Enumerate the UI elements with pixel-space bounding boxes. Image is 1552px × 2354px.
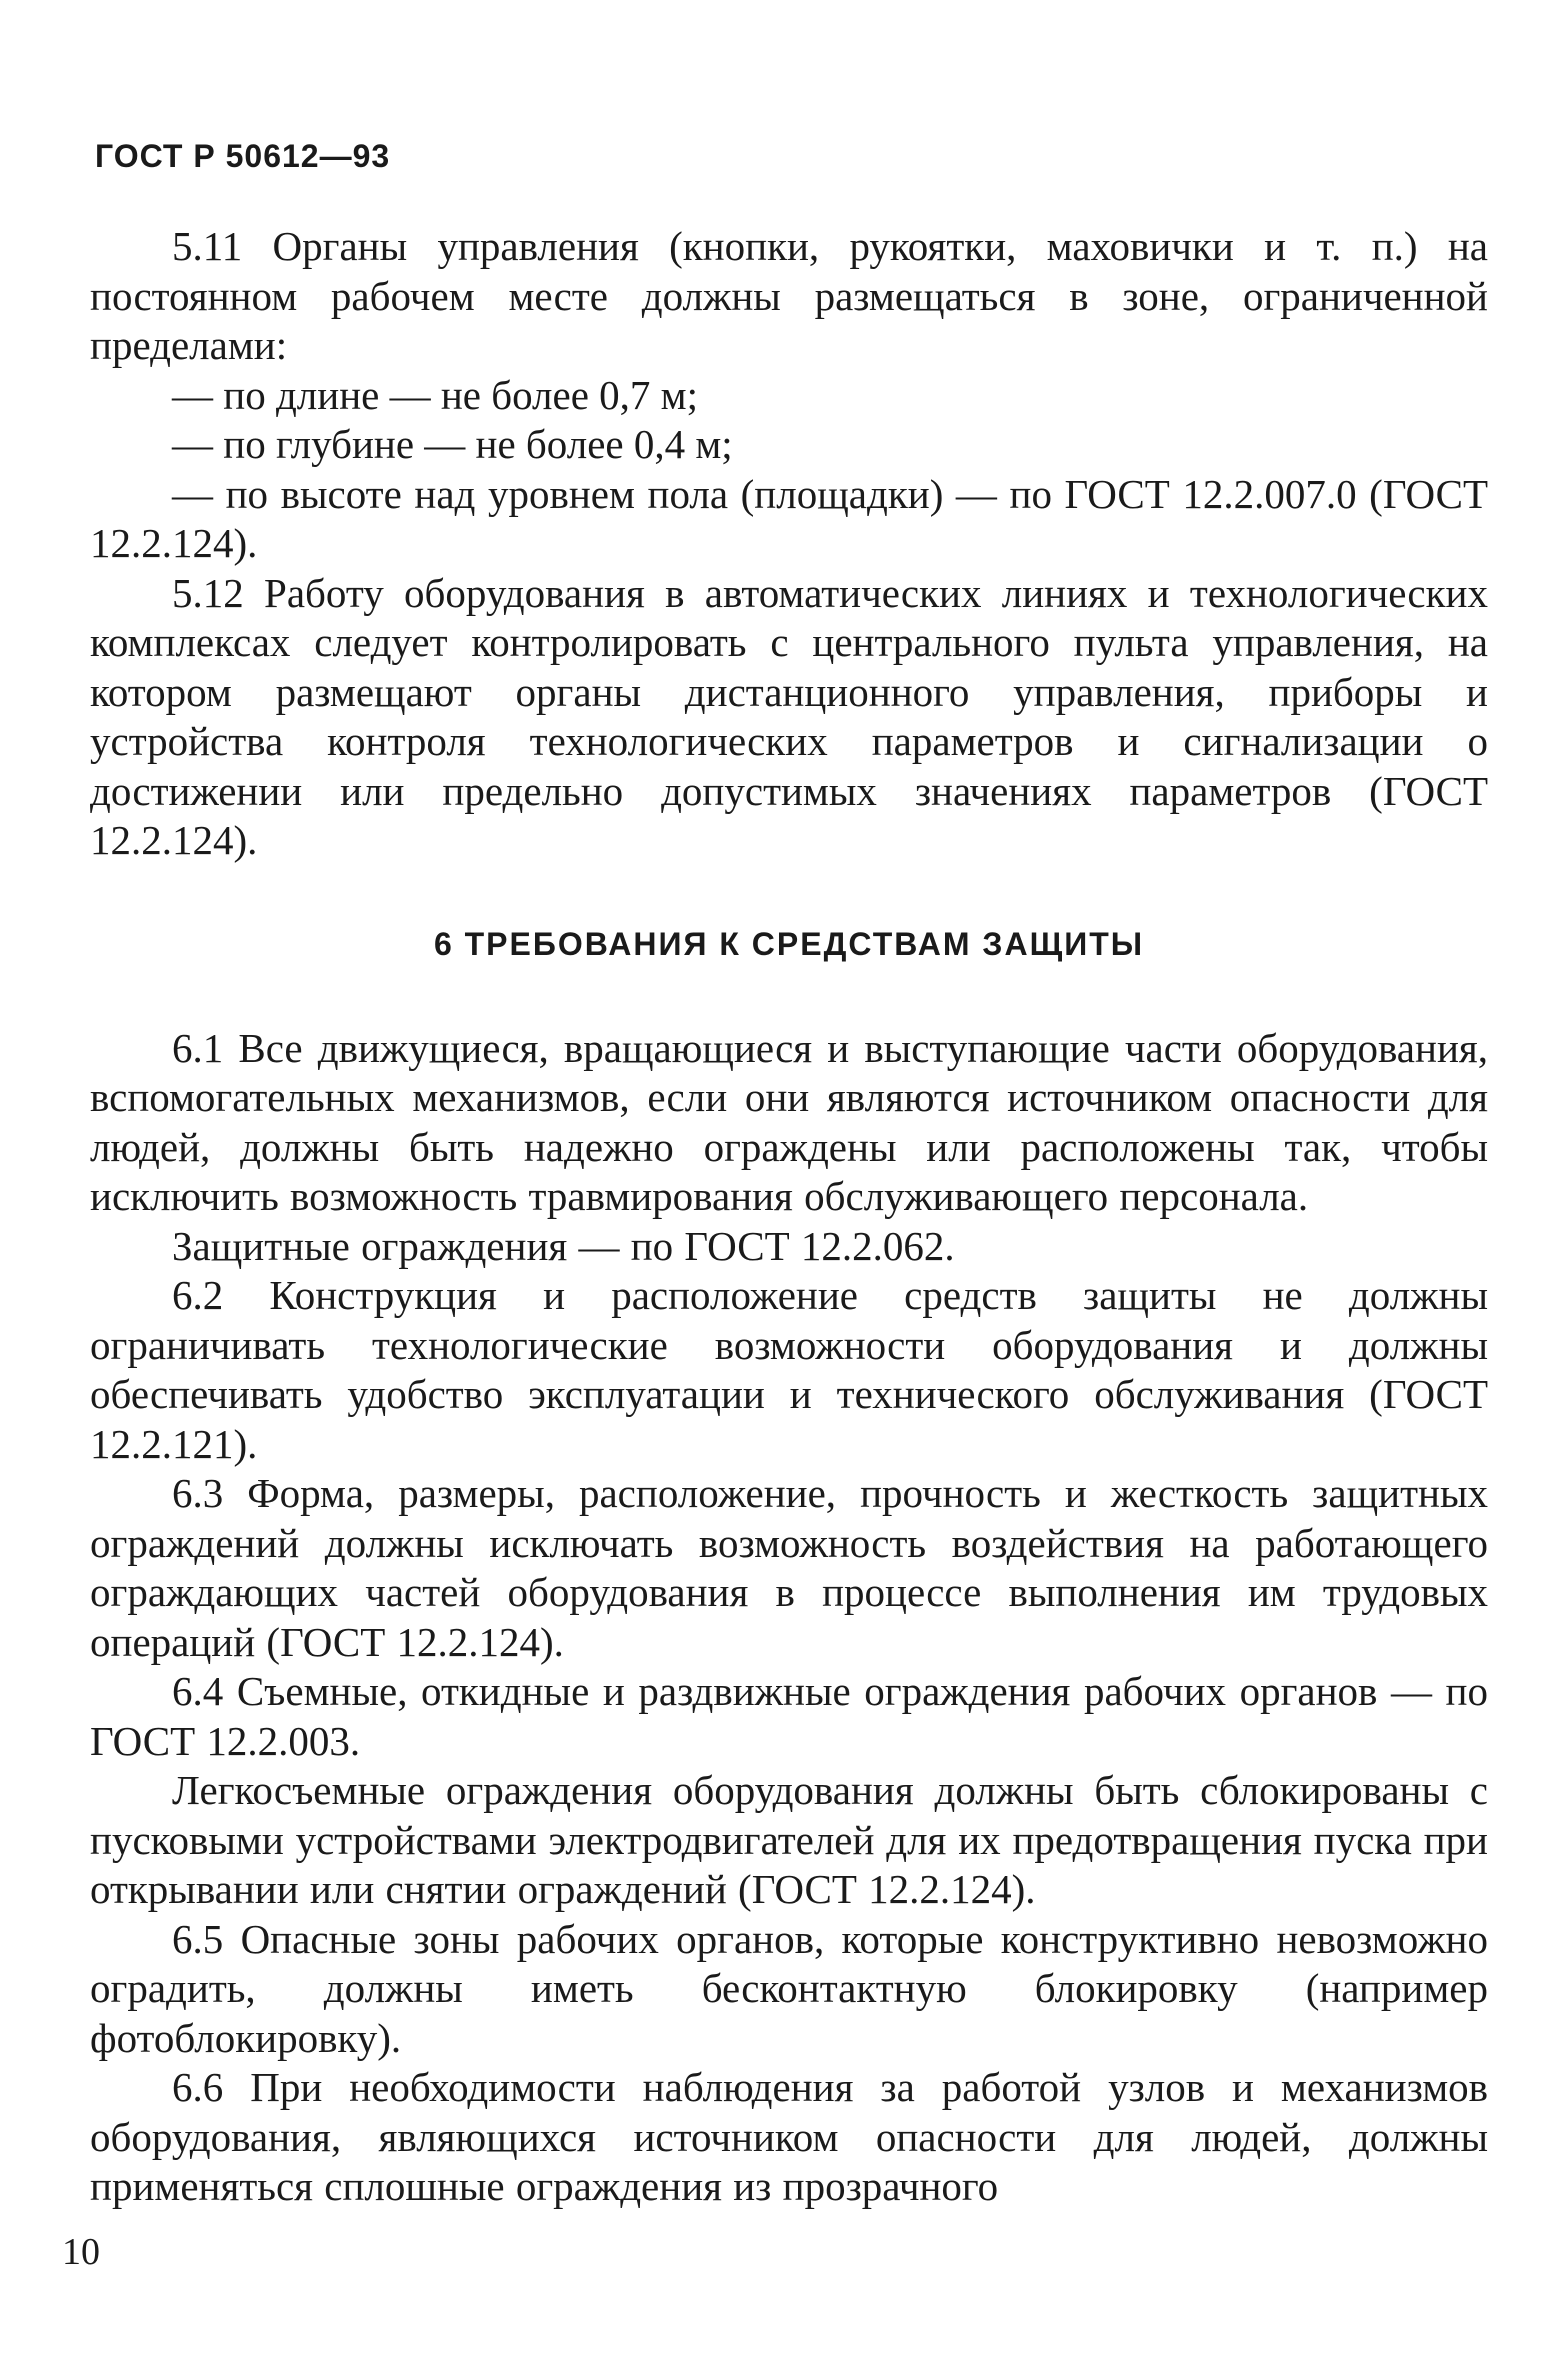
clause-5-11-dash-height: — по высоте над уровнем пола (площадки) — по ГОСТ 12.2.007.0 (ГОСТ 12.2.124).	[90, 470, 1488, 566]
document-header: ГОСТ Р 50612—93	[95, 138, 391, 174]
document-body	[90, 222, 1488, 2212]
clause-5-11-dash-depth: — по глубине — не более 0,4 м;	[172, 421, 733, 467]
section-6-title: 6 ТРЕБОВАНИЯ К СРЕДСТВАМ ЗАЩИТЫ	[433, 925, 1145, 962]
clause-6-1-guards: Защитные ограждения — по ГОСТ 12.2.062.	[172, 1222, 955, 1269]
clause-6-5: 6.5 Опасные зоны рабочих органов, которые конструктивно невозможно оградить, должны иметь бесконтактную блокировку (например фотоблокировку).	[90, 1915, 1488, 2061]
clause-6-1: 6.1 Все движущиеся, вращающиеся и выступающие части оборудования, вспомогательных механизмов, если они являются источником опасности для людей, должны быть надежно ограждены или расположены так, чтобы исключить возможность травмирования обслуживающего персонала.	[90, 1024, 1488, 1219]
clause-6-3: 6.3 Форма, размеры, расположение, прочность и жесткость защитных ограждений должны исключать возможность воздействия на работающего ограждающих частей оборудования в процессе выполнения им трудовых операций (ГОСТ 12.2.124).	[90, 1470, 1488, 1665]
clause-6-6: 6.6 При необходимости наблюдения за работой узлов и механизмов оборудования, являющихся источником опасности для людей, должны применяться сплошные ограждения из прозрачного	[90, 2064, 1488, 2209]
page-number: 10	[62, 2231, 100, 2273]
clause-6-4: 6.4 Съемные, откидные и раздвижные ограждения рабочих органов — по ГОСТ 12.2.003.	[90, 1668, 1488, 1764]
clause-5-11-intro: 5.11 Органы управления (кнопки, рукоятки, маховички и т. п.) на постоянном рабочем месте должны размещаться в зоне, ограниченной пределами:	[90, 223, 1488, 368]
clause-6-4-interlock: Легкосъемные ограждения оборудования должны быть сблокированы с пусковыми устройствами электродвигателей для их предотвращения пуска при открывании или снятии ограждений (ГОСТ 12.2.124).	[90, 1767, 1488, 1912]
clause-6-2: 6.2 Конструкция и расположение средств защиты не должны ограничивать технологические возможности оборудования и должны обеспечивать удобство эксплуатации и технического обслуживания (ГОСТ 12.2.121).	[90, 1272, 1488, 1467]
clause-5-11-dash-length: — по длине — не более 0,7 м;	[172, 371, 698, 418]
clause-5-12: 5.12 Работу оборудования в автоматических линиях и технологических комплексах следует контролировать с центрального пульта управления, на котором размещают органы дистанционного управления, приборы и устройства контроля технологических параметров и сигнализации о достижении или предельно допустимых значениях параметров (ГОСТ 12.2.124).	[90, 569, 1488, 863]
